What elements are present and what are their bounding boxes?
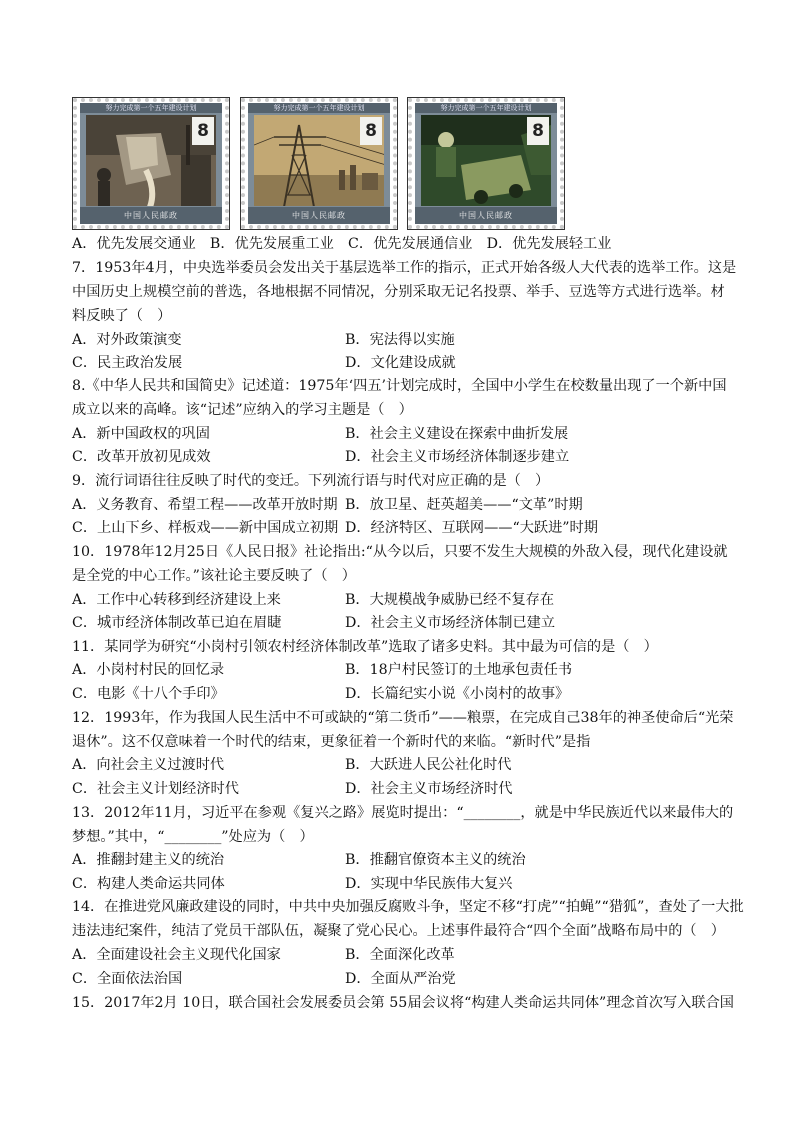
q9-option-a: A．义务教育、希望工程——改革开放时期 <box>72 497 338 513</box>
q12-option-d: D．社会主义市场经济时代 <box>345 781 513 797</box>
q12-stem-line-1: 12．1993年，作为我国人民生活中不可或缺的“第二货币”——粮票，在完成自己38年的神圣使命后“光荣 <box>72 710 734 726</box>
q9-option-d: D．经济特区、互联网——“大跃进”时期 <box>345 520 598 536</box>
q13-option-b: B．推翻官僚资本主义的统治 <box>345 852 526 868</box>
q13-stem-line-2: 梦想。”其中，“________”处应为（ ） <box>72 829 314 845</box>
stamp-coal-mining <box>407 97 565 230</box>
q13-option-d: D．实现中华民族伟大复兴 <box>345 876 513 892</box>
q14-option-c: C．全面依法治国 <box>72 971 183 987</box>
stamp-power-tower <box>240 97 398 230</box>
q7-stem-line-2: 中国历史上规模空前的普选，各地根据不同情况，分别采取无记名投票、举手、豆选等方式进行选举。材 <box>72 284 725 300</box>
q8-stem-line-2: 成立以来的高峰。该“记述”应纳入的学习主题是（ ） <box>72 402 413 418</box>
q11-option-a: A．小岗村村民的回忆录 <box>72 662 225 678</box>
stamp-denomination: 8 <box>527 117 549 145</box>
q7-stem-line-1: 7．1953年4月，中央选举委员会发出关于基层选举工作的指示，正式开始各级人大代表的选举工作。这是 <box>72 260 737 276</box>
stamp-issuer: 中国人民邮政 <box>80 207 222 224</box>
q10-option-c: C．城市经济体制改革已迫在眉睫 <box>72 615 282 631</box>
q14-option-a: A．全面建设社会主义现代化国家 <box>72 947 281 963</box>
q8-option-c: C．改革开放初见成效 <box>72 449 211 465</box>
q14-option-d: D．全面从严治党 <box>345 971 456 987</box>
q10-option-d: D．社会主义市场经济体制已建立 <box>345 615 556 631</box>
q7-option-d: D．文化建设成就 <box>345 355 456 371</box>
q8-option-a: A．新中国政权的巩固 <box>72 426 210 442</box>
q15-stem-line-1: 15．2017年2月 10日，联合国社会发展委员会第 55届会议将“构建人类命运共同体”理念首次写入联合国 <box>72 995 734 1011</box>
stamp-banner: 努力完成第一个五年建设计划 <box>248 103 390 113</box>
q6-options: A．优先发展交通业 B．优先发展重工业 C．优先发展通信业 D．优先发展轻工业 <box>72 236 612 252</box>
stamp-denomination: 8 <box>192 117 214 145</box>
stamp-issuer: 中国人民邮政 <box>248 207 390 224</box>
q8-stem-line-1: 8.《中华人民共和国简史》记述道：1975年‘四五’计划完成时，全国中小学生在校数量出现了一个新中国 <box>72 378 727 394</box>
q9-option-b: B．放卫星、赶英超美——“文革”时期 <box>345 497 583 513</box>
q7-option-b: B．宪法得以实施 <box>345 332 455 348</box>
stamp-banner: 努力完成第一个五年建设计划 <box>80 103 222 113</box>
q8-option-d: D．社会主义市场经济体制逐步建立 <box>345 449 570 465</box>
q12-stem-line-2: 退休”。这不仅意味着一个时代的结束，更象征着一个新时代的来临。“新时代”是指 <box>72 734 591 750</box>
q12-option-b: B．大跃进人民公社化时代 <box>345 757 512 773</box>
q10-stem-line-2: 是全党的中心工作。”该社论主要反映了（ ） <box>72 568 356 584</box>
q11-option-d: D．长篇纪实小说《小岗村的故事》 <box>345 686 570 702</box>
stamp-issuer: 中国人民邮政 <box>415 207 557 224</box>
q10-option-a: A．工作中心转移到经济建设上来 <box>72 592 281 608</box>
q7-stem-line-3: 料反映了（ ） <box>72 308 172 324</box>
q11-stem-line-1: 11．某同学为研究“小岗村引领农村经济体制改革”选取了诸多史料。其中最为可信的是（ ） <box>72 639 658 655</box>
q14-stem-line-1: 14．在推进党风廉政建设的同时，中共中央加强反腐败斗争，坚定不移“打虎”“拍蝇”“猎狐”，查处了一大批 <box>72 899 744 915</box>
q10-option-b: B．大规模战争威胁已经不复存在 <box>345 592 555 608</box>
q14-option-b: B．全面深化改革 <box>345 947 455 963</box>
q12-option-a: A．向社会主义过渡时代 <box>72 757 225 773</box>
stamp-steel <box>72 97 230 230</box>
q8-option-b: B．社会主义建设在探索中曲折发展 <box>345 426 569 442</box>
q11-option-b: B．18户村民签订的土地承包责任书 <box>345 662 573 678</box>
q13-option-a: A．推翻封建主义的统治 <box>72 852 225 868</box>
q14-stem-line-2: 违法违纪案件，纯洁了党员干部队伍，凝聚了党心民心。上述事件最符合“四个全面”战略布局中的（ ） <box>72 923 725 939</box>
q9-stem-line-1: 9．流行词语往往反映了时代的变迁。下列流行语与时代对应正确的是（ ） <box>72 473 550 489</box>
stamp-images <box>72 97 572 230</box>
q7-option-c: C．民主政治发展 <box>72 355 183 371</box>
q11-option-c: C．电影《十八个手印》 <box>72 686 225 702</box>
stamp-banner: 努力完成第一个五年建设计划 <box>415 103 557 113</box>
q12-option-c: C．社会主义计划经济时代 <box>72 781 239 797</box>
stamp-denomination: 8 <box>360 117 382 145</box>
q7-option-a: A．对外政策演变 <box>72 332 182 348</box>
q13-option-c: C．构建人类命运共同体 <box>72 876 225 892</box>
q10-stem-line-1: 10．1978年12月25日《人民日报》社论指出:“从今以后，只要不发生大规模的外敌入侵，现代化建设就 <box>72 544 728 560</box>
q13-stem-line-1: 13．2012年11月，习近平在参观《复兴之路》展览时提出：“________，就是中华民族近代以来最伟大的 <box>72 805 734 821</box>
q9-option-c: C．上山下乡、样板戏——新中国成立初期 <box>72 520 339 536</box>
